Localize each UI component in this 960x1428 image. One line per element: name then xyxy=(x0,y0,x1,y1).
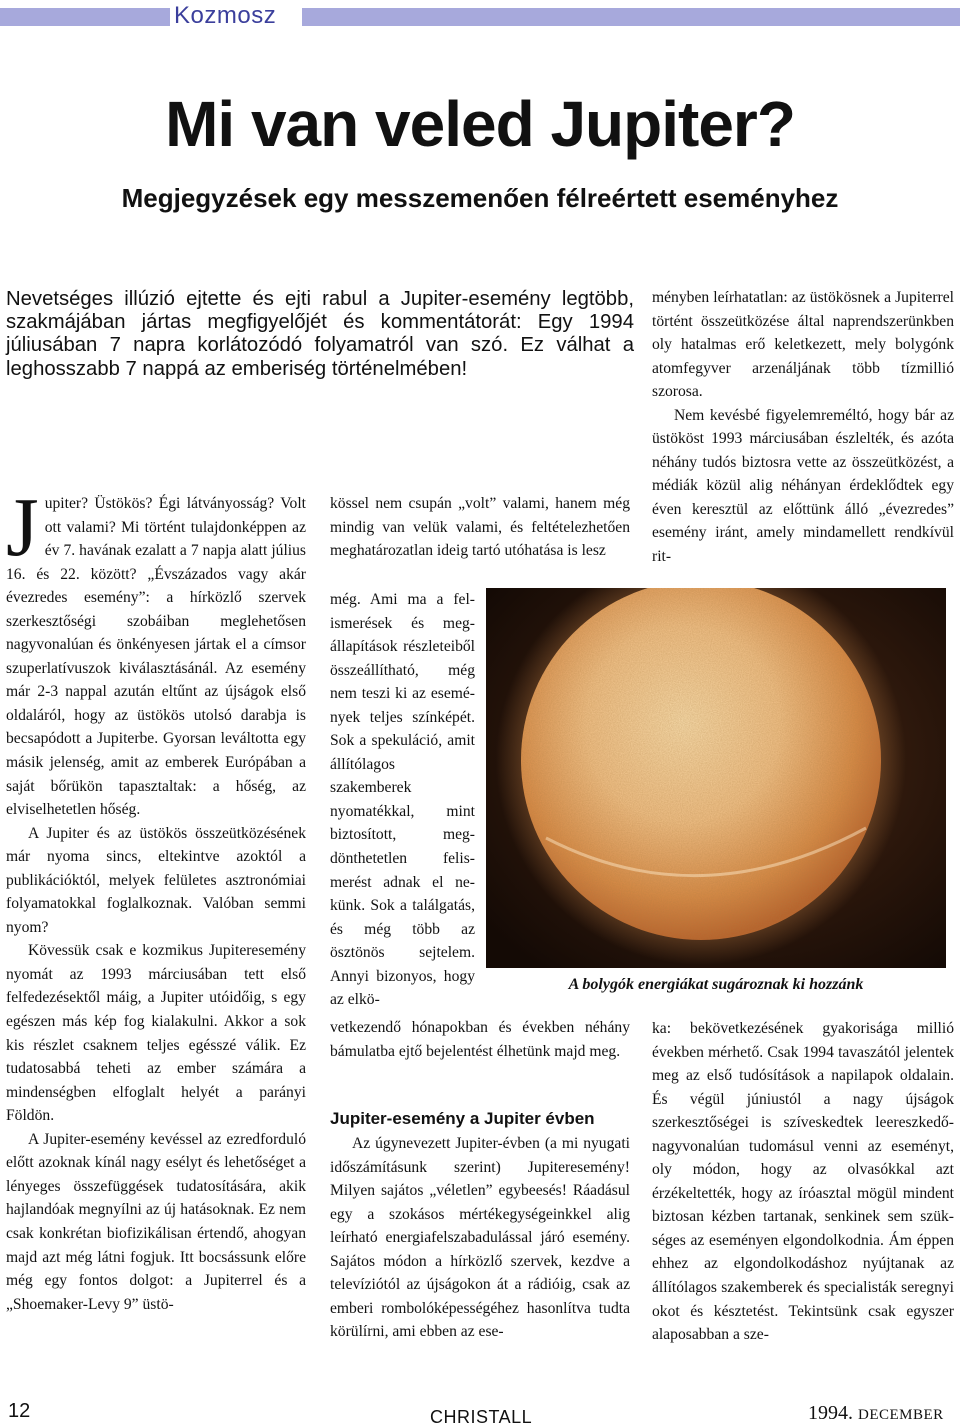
paragraph-1-text: upiter? Üstökös? Égi látványosság? Volt ott valami? Mi történt tulajdonképpen az év 7. havának ezalatt a 7 napja alatt július 16. és 22. között? „Évszázados vagy akár évezredes esemény”: a hírközlő szervek szerkesztőségi szobáiban meglehetősen nagyvonalúan és önkényesen jártak el a címsor szuperlatívuszok kiválasztásánál. Az esemény már 2-3 nappal azután eltűnt az újságok első oldaláról, hogy az üstökös utolsó darabja is becsapódott a Jupiterbe. Gyorsan leváltotta egy másik jelenség, amit az emberek Európában a saját bőrükön tapasztaltak: a hőség, az elviselhetetlen hőség. xyxy=(6,495,306,819)
header-bar-right xyxy=(302,8,960,26)
magazine-name: CHRISTALL xyxy=(430,1407,533,1427)
issue-month: DECEMBER xyxy=(858,1407,944,1423)
page-number: 12 xyxy=(8,1400,31,1422)
column-2-top: kössel nem csupán „volt” valami, hanem még mindig van velük valami, és feltételezhetően meghatározatlan ideig tartó utóhatása is lesz xyxy=(330,495,630,560)
article-title: Mi van veled Jupiter? xyxy=(165,88,795,160)
header-bar-left xyxy=(0,8,170,26)
drop-cap: J xyxy=(6,481,39,574)
column-3-bottom: ka: bekövetkezésének gyakorisága millió években mérhető. Csak 1994 tavaszától jelentek meg az első tudósítások a napilapok oldalain. És végül júniustól a nagy újságok szerkesztőségei is szíveskedtek leereszkedő-nagyvonalúan tudomásul venni az eseményt, oly módon, hogy az olvasókkal azt érzékeltették, hogy az íróasztal mögül mindent biztosan kézben tartanak, senkinek sem szükséges az eseményen elgondolkodnia. Ám éppen ehhez az elgondolkodáshoz nyújtanak az állítólagos szakemberek és specialisták seregnyi okot és késztetést. Tekintsünk csak egyszer alaposabban a sze- xyxy=(652,1020,954,1344)
column-3-top xyxy=(652,286,954,569)
column-2-narrow: még. Ami ma a felismerések és megállapítások részleteiből összeállítható, még nem teszi ki az események teljes színképét. Sok a spekuláció, amit állítólagos szakemberek nyomatékkal, mint biztosított, megdönthetetlen felismerést adnak el nekünk. Sok a találgatás, és még több az ösztönös sejtelem. Annyi bizonyos, hogy az elkö- xyxy=(330,591,475,1009)
issue-date xyxy=(808,1402,944,1425)
photo-caption: A bolygók energiákat sugároznak ki hozzánk xyxy=(568,976,864,993)
paragraph-4: A Jupiter-esemény kevéssel az ezredforduló előtt azoknak kínál nagy esélyt és lehetőséget a lényeges összefüggések tudatosítására, akik hajlandóak megnyílni az új hatásoknak. Ez nem csak konkrétan biofizikálisan értendő, ahogyan majd azt még látni fogjuk. Itt bocsássunk előre még egy fontos dolgot: a Jupiterrel és a „Shoemaker-Levy 9” üstö- xyxy=(6,1130,306,1313)
paragraph-3: Kövessük csak e kozmikus Jupiteresemény nyomát az 1993 márciusában tett első felfedezésektől máig, a Jupiter utóidőig, s egy egészen más kép fog kialakulni. Akkor a sok kis részlet csaknem teljes egésszé válik. Ez tudatosabbá teheti az ember számára a mindenségben elfoglalt helyét a parányi Földön. xyxy=(6,942,306,1125)
column-3-paragraph-1: ményben leírhatatlan: az üstökösnek a Jupiterrel történt összeütközése által naprendszerünkben oly hatalmas erő keletkezett, mely bolygónk atomfegyver arzenáljának több tízmillió szorosa. xyxy=(652,289,954,401)
lead-paragraph: Nevetséges illúzió ejtette és ejti rabul a Jupiter-esemény legtöbb, szakmájában jártas megfigyelőjét és kommentátorát: Egy 1994 júliusában 7 napra korlátozódó folyamatról van szó. Ez válhat a leghosszabb 7 nappá az emberiség történelmében! xyxy=(6,288,634,380)
article-subtitle: Megjegyzések egy messzemenően félreértett eseményhez xyxy=(121,183,839,213)
column-1 xyxy=(6,481,306,1316)
column-3-paragraph-2: Nem kevésbé figyelemreméltó, hogy bár az üstököst 1993 márciusában észlelték, és azóta néhány tudós biztosra vette az összeütközést, a médiák közül alig néhányan érdeklődtek egy éven keresztül az előttünk álló „évezredes” esemény iránt, amely mindamellett rendkívül rit- xyxy=(652,406,954,566)
section-paragraph-text: Az úgynevezett Jupiter-évben (a mi nyugati időszámításunk szerint) Jupiteresemény! Milyen sajátos „véletlen” egybeesés! Ráadásul egy a szokásos mértékegységeinkkel alig leírható energiafelszabadulással járó esemény. Sajátos módon a hírközlő szervek, kezdve a televíziótól az újságokon át a rádióig, csak az emberi rombolóképességéhez hasonlítva tudta körülírni, ami ebben az ese- xyxy=(330,1135,630,1341)
section-label: Kozmosz xyxy=(174,2,277,29)
paragraph-1 xyxy=(6,481,306,822)
section-paragraph xyxy=(330,1132,630,1344)
issue-year: 1994. xyxy=(808,1402,853,1424)
column-2-bottom: vetkezendő hónapokban és években néhány bámulatba ejtő bejelentést élhetünk majd meg. xyxy=(330,1019,630,1060)
paragraph-2: A Jupiter és az üstökös összeütközésének már nyoma sincs, eltekintve azoktól a publikációktól, melyek felületes asztronómiai folyamatokkal foglalkoznak. Valóban semmi nyom? xyxy=(6,824,306,936)
sun-photo xyxy=(486,588,946,968)
section-heading: Jupiter-esemény a Jupiter évben xyxy=(330,1109,595,1128)
